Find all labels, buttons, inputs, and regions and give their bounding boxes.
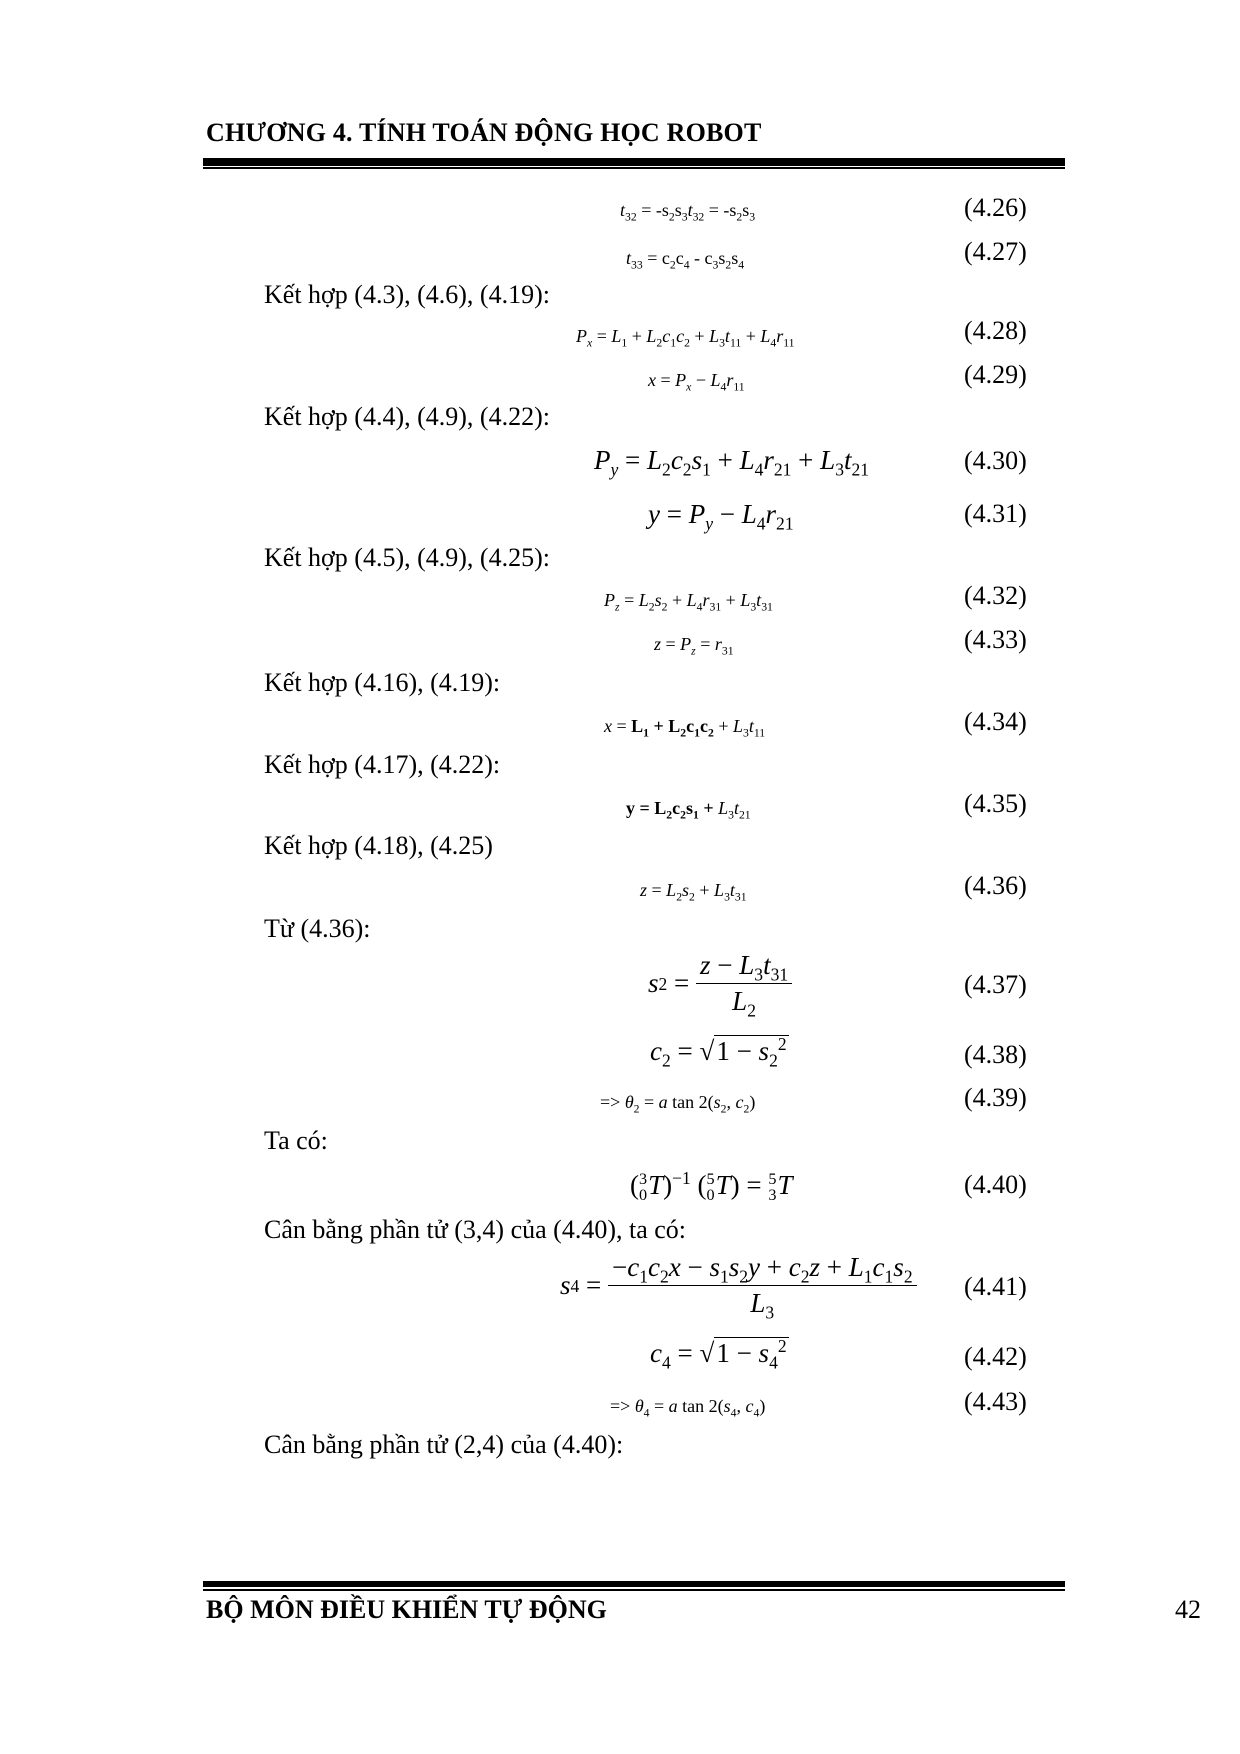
page-number: 42 [1175,1595,1201,1624]
equation-number: (4.34) [964,707,1027,736]
equation-4-39: => $\theta_2 = a$ $\tan 2(s_2$, $c_2$) [600,1092,756,1116]
equation-4-34: $x = L_1 + L_2c_1c_2 + L_3t_{11}$ [604,716,766,740]
equation-number: (4.32) [964,581,1027,610]
paragraph-text: Từ (4.36): [264,914,371,943]
equation-number: (4.43) [964,1387,1027,1416]
equation-4-37: s 2 = $\frac{z - L_3t_{31}}{L_2}$ [648,950,792,1017]
header-rule-thin [203,167,1065,169]
paragraph-text: Kết hợp (4.18), (4.25) [264,831,493,860]
equation-4-27: $t_{33} = c_2c_4 - c_3s_2s_4$ [626,248,745,272]
paragraph-text: Kết hợp (4.4), (4.9), (4.22): [264,402,550,431]
header-rule [203,158,1065,166]
equation-number: (4.35) [964,789,1027,818]
equation-number: (4.38) [964,1040,1027,1069]
department-footer: BỘ MÔN ĐIỀU KHIỂN TỰ ĐỘNG [206,1595,607,1624]
paragraph-text: Kết hợp (4.16), (4.19): [264,668,501,697]
equation-4-31: $y = P_y - L_4r_{21}$ [648,499,794,534]
chapter-header: CHƯƠNG 4. TÍNH TOÁN ĐỘNG HỌC ROBOT [206,118,762,147]
equation-number: (4.37) [964,970,1027,999]
paragraph-text: Kết hợp (4.17), (4.22): [264,750,501,779]
equation-4-26: $t_{32} = -s_2s_3t_{32} = -s_2s_3$ [620,200,756,224]
footer-rule [203,1581,1065,1587]
paragraph-text: Cân bằng phần tử (3,4) của (4.40), ta có: [264,1215,687,1244]
equation-number: (4.36) [964,871,1027,900]
paragraph-text: Kết hợp (4.5), (4.9), (4.25): [264,543,550,572]
paragraph-text: Ta có: [264,1126,328,1155]
footer-rule-thin [203,1589,1065,1591]
equation-4-32: $P_z = L_2s_2 + L_4r_{31} + L_3t_{31}$ [604,590,773,614]
paragraph-text: Cân bằng phần tử (2,4) của (4.40): [264,1430,624,1459]
equation-number: (4.42) [964,1342,1027,1371]
equation-4-43: => $\theta_4 = a$ $\tan 2(s_4$, $c_4$) [610,1396,766,1420]
equation-4-29: $x = P_x - L_4r_{11}$ [648,370,745,394]
equation-number: (4.40) [964,1170,1027,1199]
equation-number: (4.31) [964,499,1027,528]
equation-4-36: $z = L_2s_2 + L_3t_{31}$ [640,880,747,904]
equation-number: (4.27) [964,237,1027,266]
equation-number: (4.29) [964,360,1027,389]
equation-4-28: $P_x = L_1 + L_2c_1c_2 + L_3t_{11} + L_4r_{11}$ [576,326,795,350]
equation-4-35: $y = L_2c_2s_1 + L_3t_{21}$ [626,798,751,822]
equation-4-41: s 4 = $\frac{-c_1c_2x - s_1s_2y + c_2z + L_1c_1s_2}{L_3}$ [560,1252,917,1319]
equation-4-38: $c_2 = √1 - s_2^2$ [650,1034,787,1071]
equation-4-30: $P_y = L_2c_2s_1 + L_4r_{21} + L_3t_{21}$ [594,445,869,480]
equation-4-40: ( 3 0 T)$^{-1}$ ( 5 0 T) = 5 3 T [630,1168,793,1204]
equation-number: (4.26) [964,193,1027,222]
equation-number: (4.39) [964,1083,1027,1112]
equation-4-33: $z = P_z = r_{31}$ [654,634,734,658]
paragraph-text: Kết hợp (4.3), (4.6), (4.19): [264,280,550,309]
equation-number: (4.41) [964,1272,1027,1301]
equation-number: (4.28) [964,316,1027,345]
equation-4-42: $c_4 = √1 - s_4^2$ [650,1336,787,1373]
equation-number: (4.30) [964,446,1027,475]
equation-number: (4.33) [964,625,1027,654]
